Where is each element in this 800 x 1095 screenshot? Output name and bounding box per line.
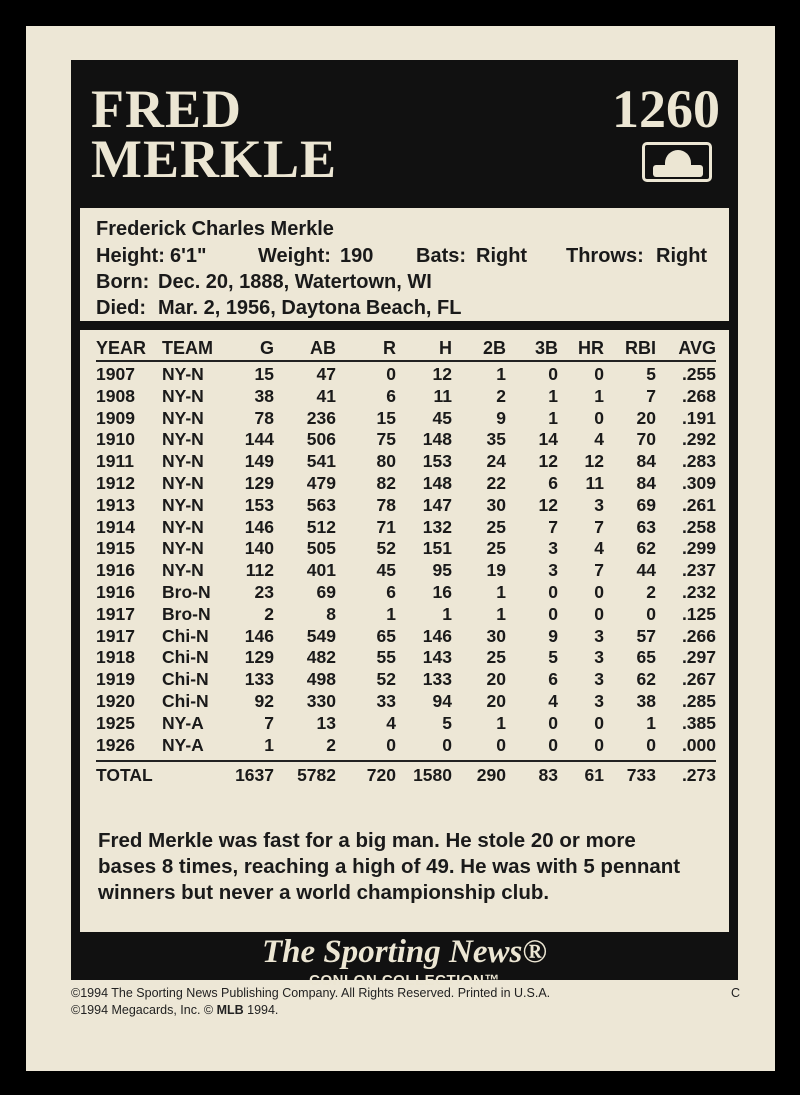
stats-row — [96, 473, 718, 495]
stat-cell: 5 — [646, 364, 656, 384]
stat-cell: 1 — [646, 712, 656, 733]
stat-cell: 0 — [548, 603, 558, 624]
stat-cell: NY-N — [162, 364, 204, 384]
stat-cell: YEAR — [96, 338, 147, 358]
born-line: Born: Dec. 20, 1888, Watertown, WI — [96, 271, 432, 293]
stats-row — [96, 538, 718, 560]
weight-value: 190 — [340, 245, 374, 267]
stat-cell: 0 — [594, 364, 604, 384]
stat-cell: 69 — [316, 582, 336, 602]
stat-cell: 1580 — [413, 765, 452, 785]
stat-cell: 3 — [594, 669, 604, 690]
stat-cell: 1925 — [96, 712, 135, 733]
card-number: 1260 — [612, 79, 720, 139]
stat-cell: 65 — [636, 647, 656, 668]
stat-cell: NY-A — [162, 712, 204, 733]
stat-cell: 92 — [254, 691, 274, 711]
stat-cell: 4 — [594, 429, 604, 450]
stat-cell: 5782 — [297, 765, 336, 785]
stat-cell: 151 — [422, 538, 452, 559]
stat-cell: 69 — [636, 494, 656, 515]
stat-cell: 15 — [254, 364, 274, 384]
player-name — [91, 79, 338, 189]
stat-cell: 479 — [306, 473, 336, 493]
stat-cell: 1911 — [96, 451, 134, 472]
stat-cell: 38 — [254, 385, 274, 406]
stat-cell: 0 — [594, 734, 604, 755]
stat-cell: 0 — [548, 734, 558, 755]
stat-cell: 1 — [594, 385, 604, 406]
stat-cell: .191 — [681, 407, 716, 428]
stats-row — [96, 408, 718, 430]
stat-cell: 129 — [244, 473, 274, 493]
stat-cell: 1918 — [96, 647, 135, 668]
stat-cell: 9 — [548, 625, 558, 646]
stat-cell: 1 — [496, 582, 506, 602]
stat-cell: 12 — [538, 451, 558, 472]
stat-cell: .000 — [681, 734, 716, 755]
stat-cell: 0 — [594, 582, 604, 602]
stats-row — [96, 669, 718, 691]
stat-cell: .299 — [681, 538, 716, 559]
stats-panel — [80, 330, 729, 932]
stats-row — [96, 429, 718, 451]
stat-cell: 1926 — [96, 734, 135, 755]
stats-row — [96, 713, 718, 735]
stat-cell: 7 — [646, 385, 656, 406]
stat-cell: 30 — [486, 625, 506, 646]
stat-cell: 541 — [306, 451, 336, 472]
bio-panel — [80, 208, 729, 321]
stat-cell: 38 — [636, 691, 656, 711]
stat-cell: 6 — [548, 473, 558, 493]
stat-cell: 52 — [376, 538, 396, 559]
stat-cell: 549 — [306, 625, 336, 646]
stat-cell: 6 — [386, 582, 396, 602]
stat-cell: H — [439, 338, 452, 358]
stats-row — [96, 626, 718, 648]
stats-row — [96, 364, 718, 386]
stat-cell: 0 — [646, 734, 656, 755]
stat-cell: 505 — [306, 538, 336, 559]
header-divider — [96, 360, 716, 362]
stat-cell: 1920 — [96, 691, 135, 711]
player-first-name: FRED — [91, 79, 242, 139]
stat-cell: 9 — [496, 407, 506, 428]
stat-cell: 146 — [244, 516, 274, 537]
stat-cell: 140 — [244, 538, 274, 559]
stat-cell: .232 — [681, 582, 716, 602]
stat-cell: 0 — [594, 407, 604, 428]
stat-cell: 148 — [422, 473, 452, 493]
copyright-line: ©1994 The Sporting News Publishing Company. All Rights Reserved. Printed in U.S.A. — [71, 986, 551, 1000]
stat-cell: 512 — [306, 516, 336, 537]
stat-cell: Chi-N — [162, 647, 209, 668]
stat-cell: NY-A — [162, 734, 204, 755]
stat-cell: 0 — [594, 603, 604, 624]
stat-cell: 6 — [386, 385, 396, 406]
stat-cell: NY-N — [162, 516, 204, 537]
stat-cell: 149 — [244, 451, 274, 472]
stat-cell: 7 — [264, 712, 274, 733]
stat-cell: 3 — [594, 691, 604, 711]
stat-cell: 16 — [432, 582, 452, 602]
stat-cell: 563 — [306, 494, 336, 515]
stat-cell: 0 — [548, 364, 558, 384]
stat-cell: 133 — [422, 669, 452, 690]
stat-cell: 78 — [254, 407, 274, 428]
stat-cell: 153 — [244, 494, 274, 515]
stat-cell: 129 — [244, 647, 274, 668]
born-value: Dec. 20, 1888, Watertown, WI — [158, 271, 432, 293]
stat-cell: 82 — [376, 473, 396, 493]
stat-cell: 30 — [486, 494, 506, 515]
stat-cell: Chi-N — [162, 625, 209, 646]
stat-cell: 44 — [636, 560, 656, 581]
stats-row — [96, 691, 718, 713]
stat-cell: 330 — [306, 691, 336, 711]
stat-cell: 75 — [376, 429, 396, 450]
stat-cell: 65 — [376, 625, 396, 646]
stat-cell: NY-N — [162, 538, 204, 559]
stat-cell: 401 — [306, 560, 336, 581]
stat-cell: 80 — [376, 451, 396, 472]
stat-cell: .292 — [681, 429, 716, 450]
stat-cell: 146 — [244, 625, 274, 646]
stat-cell: 47 — [316, 364, 336, 384]
stat-cell: 1 — [264, 734, 274, 755]
stat-cell: TEAM — [162, 338, 213, 358]
stats-row — [96, 604, 718, 626]
stat-cell: 14 — [538, 429, 558, 450]
stat-cell: 132 — [422, 516, 452, 537]
blurb-line: winners but never a world championship club. — [98, 881, 550, 904]
stats-row — [96, 495, 718, 517]
bio-blurb — [98, 828, 728, 906]
stat-cell: 148 — [422, 429, 452, 450]
stat-cell: 3B — [534, 338, 558, 358]
stat-cell: HR — [578, 338, 604, 358]
stat-cell: 4 — [386, 712, 396, 733]
stat-cell: RBI — [625, 338, 656, 358]
stat-cell: 78 — [376, 494, 396, 515]
stat-cell: 11 — [585, 473, 604, 493]
stat-cell: 62 — [636, 538, 656, 559]
stat-cell: 144 — [244, 429, 274, 450]
stat-cell: 62 — [636, 669, 656, 690]
stat-cell: 3 — [548, 538, 558, 559]
stat-cell: 147 — [422, 494, 452, 515]
stat-cell: 2 — [326, 734, 336, 755]
stat-cell: .297 — [681, 647, 716, 668]
stat-cell: 22 — [486, 473, 506, 493]
copyright-line: ©1994 Megacards, Inc. © MLB 1994. — [71, 1003, 279, 1017]
stat-cell: Chi-N — [162, 691, 209, 711]
stat-cell: 45 — [432, 407, 452, 428]
stat-cell: Chi-N — [162, 669, 209, 690]
stat-cell: 133 — [244, 669, 274, 690]
stats-row — [96, 560, 718, 582]
stat-cell: 1 — [386, 603, 396, 624]
stat-cell: NY-N — [162, 560, 204, 581]
stat-cell: .385 — [681, 712, 716, 733]
throws-value: Right — [656, 245, 708, 267]
blurb-line: Fred Merkle was fast for a big man. He stole 20 or more — [98, 829, 636, 852]
stat-cell: 2 — [264, 603, 274, 624]
stat-cell: 20 — [636, 407, 656, 428]
stat-cell: 1916 — [96, 560, 135, 581]
blurb-line: bases 8 times, reaching a high of 49. He was with 5 pennant — [98, 855, 681, 878]
stat-cell: NY-N — [162, 407, 204, 428]
stat-cell: 55 — [376, 647, 396, 668]
stat-cell: NY-N — [162, 451, 204, 472]
stat-cell: 1913 — [96, 494, 135, 515]
stat-cell: 1916 — [96, 582, 135, 602]
stat-cell: 236 — [306, 407, 336, 428]
stat-cell: 0 — [386, 364, 396, 384]
stat-cell: NY-N — [162, 494, 204, 515]
stat-cell: .261 — [681, 494, 716, 515]
stats-total-row — [96, 765, 718, 787]
stat-cell: 3 — [594, 647, 604, 668]
stat-cell: 1 — [496, 712, 506, 733]
stat-cell: 0 — [386, 734, 396, 755]
stat-cell: 83 — [538, 765, 558, 785]
stat-cell: 7 — [548, 516, 558, 537]
stat-cell: 733 — [626, 765, 656, 785]
stat-cell: AVG — [678, 338, 716, 358]
stats-header-row — [96, 338, 718, 360]
stats-row — [96, 582, 718, 604]
stat-cell: .283 — [681, 451, 716, 472]
stat-cell: .237 — [681, 560, 716, 581]
stat-cell: 143 — [422, 647, 452, 668]
stat-cell: 6 — [548, 669, 558, 690]
died-value: Mar. 2, 1956, Daytona Beach, FL — [158, 297, 462, 319]
stat-cell: 25 — [486, 538, 506, 559]
stat-cell: .258 — [681, 516, 716, 537]
stat-cell: 482 — [306, 647, 336, 668]
stat-cell: 33 — [376, 691, 396, 711]
stat-cell: 23 — [254, 582, 274, 602]
stat-cell: 720 — [366, 765, 396, 785]
stat-cell: 24 — [486, 451, 506, 472]
stats-row — [96, 517, 718, 539]
total-divider — [96, 760, 716, 762]
stat-cell: 11 — [433, 385, 452, 406]
stat-cell: 1912 — [96, 473, 135, 493]
stat-cell: Bro-N — [162, 582, 211, 602]
stat-cell: 1910 — [96, 429, 135, 450]
stats-row — [96, 451, 718, 473]
stat-cell: 2 — [496, 385, 506, 406]
stat-cell: NY-N — [162, 385, 204, 406]
conlon-collection-label: CONLON COLLECTION™ — [309, 972, 500, 989]
stat-cell: 0 — [646, 603, 656, 624]
stat-cell: .309 — [681, 473, 716, 493]
stat-cell: NY-N — [162, 473, 204, 493]
stat-cell: 84 — [636, 473, 656, 493]
stat-cell: .273 — [681, 765, 716, 785]
stat-cell: 498 — [306, 669, 336, 690]
stat-cell: 15 — [376, 407, 396, 428]
stat-cell: 0 — [548, 712, 558, 733]
stat-cell: 84 — [636, 451, 656, 472]
stat-cell: Bro-N — [162, 603, 211, 624]
stat-cell: .267 — [681, 669, 716, 690]
stats-row — [96, 386, 718, 408]
stat-cell: AB — [310, 338, 336, 358]
stat-cell: 45 — [376, 560, 396, 581]
stat-cell: 0 — [496, 734, 506, 755]
stat-cell: 20 — [486, 669, 506, 690]
stat-cell: 146 — [422, 625, 452, 646]
stat-cell: 94 — [432, 691, 452, 711]
stat-cell: 35 — [486, 429, 506, 450]
baseball-card-back — [26, 26, 775, 1071]
stat-cell: 52 — [376, 669, 396, 690]
stat-cell: 2 — [646, 582, 656, 602]
stat-cell: NY-N — [162, 429, 204, 450]
stat-cell: 1 — [496, 603, 506, 624]
stat-cell: 19 — [486, 560, 506, 581]
stat-cell: 0 — [548, 582, 558, 602]
stat-cell: 12 — [584, 451, 604, 472]
stat-cell: 13 — [316, 712, 336, 733]
stat-cell: 1914 — [96, 516, 135, 537]
stat-cell: 4 — [594, 538, 604, 559]
stat-cell: R — [383, 338, 396, 358]
stat-cell: 4 — [548, 691, 558, 711]
stat-cell: 25 — [486, 647, 506, 668]
stat-cell: 71 — [376, 516, 396, 537]
stat-cell: 7 — [594, 516, 604, 537]
stat-cell: 153 — [422, 451, 452, 472]
stat-cell: 1919 — [96, 669, 135, 690]
stat-cell: 112 — [245, 560, 274, 581]
stat-cell: 3 — [548, 560, 558, 581]
stat-cell: .125 — [681, 603, 716, 624]
stat-cell: 3 — [594, 625, 604, 646]
stat-cell: 5 — [442, 712, 452, 733]
stats-row — [96, 647, 718, 669]
stat-cell: 95 — [432, 560, 452, 581]
stat-cell: 1907 — [96, 364, 135, 384]
sporting-news-logo: The Sporting News® — [261, 934, 548, 970]
stat-cell: 63 — [636, 516, 656, 537]
stat-cell: 1 — [548, 385, 558, 406]
stat-cell: TOTAL — [96, 765, 153, 785]
stat-cell: 0 — [594, 712, 604, 733]
stats-row — [96, 735, 718, 757]
stat-cell: 1 — [496, 364, 506, 384]
stat-cell: .266 — [681, 625, 716, 646]
stat-cell: 61 — [584, 765, 604, 785]
stat-cell: 8 — [326, 603, 336, 624]
stat-cell: 20 — [486, 691, 506, 711]
stat-cell: 57 — [636, 625, 656, 646]
stat-cell: .285 — [681, 691, 716, 711]
stat-cell: .268 — [681, 385, 716, 406]
stat-cell: 1 — [548, 407, 558, 428]
stat-cell: 1917 — [96, 603, 135, 624]
stat-cell: 1915 — [96, 538, 135, 559]
stat-cell: 70 — [636, 429, 656, 450]
physical-line: Height: 6'1" Weight: 190 Bats: Right Throws: Right — [96, 245, 708, 267]
height-value: 6'1" — [170, 245, 207, 267]
stat-cell: 290 — [476, 765, 506, 785]
stat-cell: 1908 — [96, 385, 135, 406]
stat-cell: 1637 — [235, 765, 274, 785]
player-last-name: MERKLE — [91, 129, 338, 189]
stat-cell: .255 — [681, 364, 716, 384]
died-line: Died: Mar. 2, 1956, Daytona Beach, FL — [96, 297, 462, 319]
stat-cell: 12 — [538, 494, 558, 515]
stat-cell: 2B — [482, 338, 506, 358]
stat-cell: G — [259, 338, 274, 358]
stat-cell: 41 — [316, 385, 336, 406]
stat-cell: 1 — [442, 603, 452, 624]
stat-cell: 12 — [432, 364, 452, 384]
mlb-logo-icon — [642, 142, 712, 182]
stat-cell: 0 — [442, 734, 452, 755]
full-name: Frederick Charles Merkle — [96, 218, 334, 240]
stat-cell: 3 — [594, 494, 604, 515]
bats-value: Right — [476, 245, 528, 267]
stat-cell: 1917 — [96, 625, 135, 646]
stat-cell: 7 — [594, 560, 604, 581]
card-frame — [71, 60, 738, 989]
corner-mark: C — [731, 986, 741, 1000]
stat-cell: 25 — [486, 516, 506, 537]
stat-cell: 1909 — [96, 407, 135, 428]
stat-cell: 506 — [306, 429, 336, 450]
stat-cell: 5 — [548, 647, 558, 668]
